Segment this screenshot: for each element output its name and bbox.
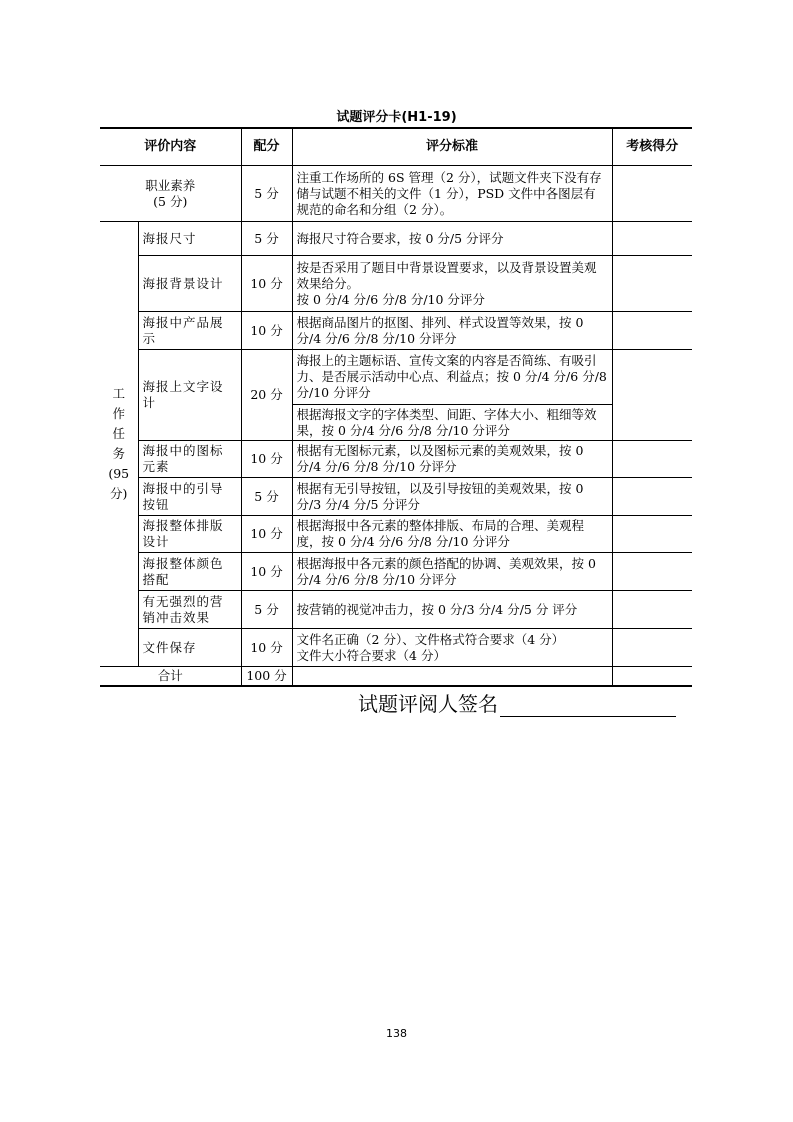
row-task-9 [100, 591, 692, 629]
professional-label [100, 166, 241, 222]
task-points: 5 分 [241, 591, 292, 629]
task-criteria [292, 256, 612, 312]
signature-label: 试题评阅人签名 [358, 692, 498, 716]
task-name: 海报中产品展示 [138, 312, 241, 350]
professional-score-cell[interactable] [612, 166, 692, 222]
task-criteria: 根据海报中各元素的颜色搭配的协调、美观效果，按 0 分/4 分/6 分/8 分/10 分评分 [292, 553, 612, 591]
task-points: 5 分 [241, 222, 292, 256]
row-task-10 [100, 629, 692, 667]
professional-points: 5 分 [241, 166, 292, 222]
total-points: 100 分 [241, 667, 292, 687]
row-task-1 [100, 222, 692, 256]
work-task-char: 务 [112, 446, 125, 461]
task-name: 海报整体颜色搭配 [138, 553, 241, 591]
task-name: 海报上文字设计 [138, 350, 241, 441]
total-score-cell[interactable] [612, 667, 692, 687]
total-criteria-empty [292, 667, 612, 687]
work-task-char: (95 [108, 466, 130, 481]
work-task-char: 分) [110, 486, 128, 501]
task-name: 海报整体排版设计 [138, 516, 241, 553]
task-criteria: 根据海报文字的字体类型、间距、字体大小、粗细等效果，按 0 分/4 分/6 分/8 分/10 分评分 [292, 405, 612, 441]
professional-criteria: 注重工作场所的 6S 管理（2 分），试题文件夹下没有存储与试题不相关的文件（1 分），PSD 文件中各图层有规范的命名和分组（2 分）。 [292, 166, 612, 222]
task-score-cell[interactable] [612, 312, 692, 350]
task-criteria [292, 629, 612, 667]
row-total [100, 667, 692, 687]
task-name: 海报中的图标元素 [138, 441, 241, 478]
work-task-char: 工 [112, 386, 125, 401]
task-score-cell[interactable] [612, 478, 692, 516]
task-criteria: 海报尺寸符合要求，按 0 分/5 分评分 [292, 222, 612, 256]
task-points: 10 分 [241, 553, 292, 591]
task-points: 10 分 [241, 441, 292, 478]
header-criteria: 评分标准 [292, 128, 612, 166]
task-points: 10 分 [241, 312, 292, 350]
task-criteria-line: 文件大小符合要求（4 分） [296, 647, 446, 663]
task-name: 海报背景设计 [138, 256, 241, 312]
task-points: 10 分 [241, 256, 292, 312]
row-task-6 [100, 478, 692, 516]
row-task-3 [100, 312, 692, 350]
task-points: 20 分 [241, 350, 292, 441]
task-score-cell[interactable] [612, 441, 692, 478]
signature-block [358, 688, 676, 717]
work-task-char: 任 [112, 426, 125, 441]
task-criteria: 海报上的主题标语、宣传文案的内容是否简练、有吸引力、是否展示活动中心点、利益点；按 0 分/4 分/6 分/8 分/10 分评分 [292, 350, 612, 405]
row-task-4a [100, 350, 692, 405]
work-task-category [100, 222, 138, 667]
task-criteria-line: 按 0 分/4 分/6 分/8 分/10 分评分 [296, 291, 485, 307]
task-name: 有无强烈的营销冲击效果 [138, 591, 241, 629]
row-task-8 [100, 553, 692, 591]
task-score-cell[interactable] [612, 516, 692, 553]
professional-label-line2: (5 分) [153, 193, 188, 209]
row-task-5 [100, 441, 692, 478]
task-points: 10 分 [241, 516, 292, 553]
task-name: 海报尺寸 [138, 222, 241, 256]
work-task-char: 作 [112, 406, 125, 421]
task-criteria-line: 按是否采用了题目中背景设置要求，以及背景设置美观效果给分。 [296, 259, 597, 291]
scorecard-title: 试题评分卡(H1-19) [336, 110, 457, 125]
task-criteria: 根据有无引导按钮，以及引导按钮的美观效果，按 0 分/3 分/4 分/5 分评分 [292, 478, 612, 516]
task-points: 5 分 [241, 478, 292, 516]
task-score-cell[interactable] [612, 222, 692, 256]
header-score: 考核得分 [612, 128, 692, 166]
task-score-cell[interactable] [612, 591, 692, 629]
task-score-cell[interactable] [612, 256, 692, 312]
row-professional [100, 166, 692, 222]
task-criteria: 根据海报中各元素的整体排版、布局的合理、美观程度，按 0 分/4 分/6 分/8 分/10 分评分 [292, 516, 612, 553]
professional-label-line1: 职业素养 [145, 177, 196, 193]
signature-line[interactable] [500, 696, 676, 717]
task-points: 10 分 [241, 629, 292, 667]
task-criteria: 按营销的视觉冲击力，按 0 分/3 分/4 分/5 分 评分 [292, 591, 612, 629]
row-task-2 [100, 256, 692, 312]
header-row [100, 128, 692, 166]
header-points: 配分 [241, 128, 292, 166]
task-name: 文件保存 [138, 629, 241, 667]
task-criteria-line: 文件名正确（2 分）、文件格式符合要求（4 分） [296, 631, 565, 647]
task-criteria: 根据有无图标元素，以及图标元素的美观效果，按 0 分/4 分/6 分/8 分/10 分评分 [292, 441, 612, 478]
row-task-7 [100, 516, 692, 553]
header-content: 评价内容 [100, 128, 241, 166]
task-score-cell[interactable] [612, 629, 692, 667]
total-label: 合计 [100, 667, 241, 687]
task-score-cell[interactable] [612, 553, 692, 591]
scorecard-table [100, 127, 692, 687]
task-name: 海报中的引导按钮 [138, 478, 241, 516]
task-criteria: 根据商品图片的抠图、排列、样式设置等效果，按 0 分/4 分/6 分/8 分/10 分评分 [292, 312, 612, 350]
task-score-cell[interactable] [612, 350, 692, 441]
page-number: 138 [386, 1027, 407, 1040]
